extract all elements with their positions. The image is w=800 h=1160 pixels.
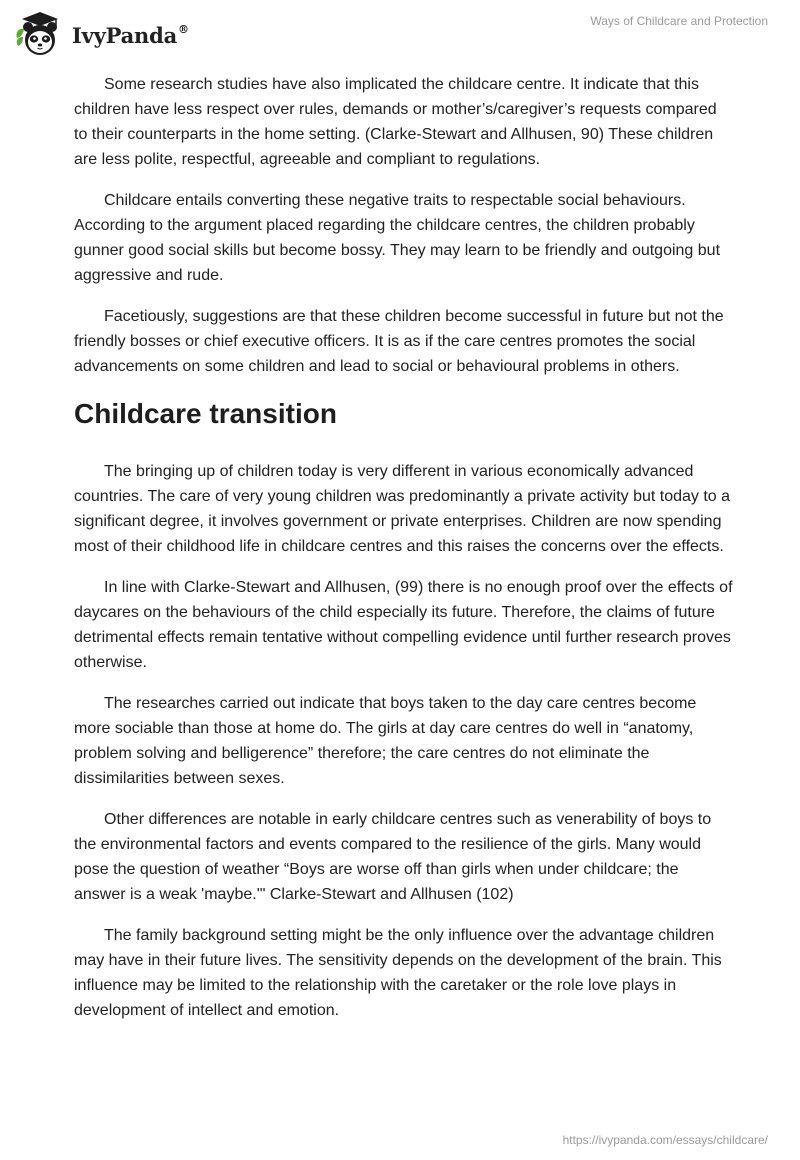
section-heading: Childcare transition: [74, 398, 337, 429]
page-header: [0, 0, 800, 60]
paragraph: The researches carried out indicate that boys taken to the day care centres become more sociable than those at home do. The girls at day care centres do well in “anatomy, problem solving and belligerence” therefore; the care centres do not eliminate the dissimilarities between sexes.: [74, 695, 697, 787]
panda-graduate-logo-icon: [14, 8, 66, 58]
paragraph: Other differences are notable in early childcare centres such as venerability of boys to the environmental factors and events compared to the resilience of the girls. Many would pose the question of weather “Boys are worse off than girls when under childcare; the answer is a weak 'maybe.'" Clarke-Stewart and Allhusen (102): [74, 811, 712, 903]
running-title: Ways of Childcare and Protection: [590, 14, 768, 28]
paragraph: Childcare entails converting these negative traits to respectable social behaviours. According to the argument placed regarding the childcare centres, the children probably gunner good social skills but become bossy. They may learn to be friendly and outgoing but aggressive and rude.: [74, 192, 721, 284]
essay-content: [74, 72, 734, 1039]
brand-name: [72, 23, 189, 48]
paragraph: Facetiously, suggestions are that these children become successful in future but not the friendly bosses or chief executive officers. It is as if the care centres promotes the social advancements on some children and lead to social or behavioural problems in others.: [74, 308, 724, 375]
source-url[interactable]: https://ivypanda.com/essays/childcare/: [562, 1133, 768, 1147]
paragraph: In line with Clarke-Stewart and Allhusen, (99) there is no enough proof over the effects of daycares on the behaviours of the child especially its future. Therefore, the claims of future detrimental effects remain tentative without compelling evidence until further research proves otherwise.: [74, 579, 733, 671]
paragraph: The family background setting might be the only influence over the advantage children may have in their future lives. The sensitivity depends on the development of the brain. This influence may be limited to the relationship with the caretaker or the role love plays in development of intellect and emotion.: [74, 927, 722, 1019]
paragraph: The bringing up of children today is very different in various economically advanced countries. The care of very young children was predominantly a private activity but today to a significant degree, it involves government or private enterprises. Children are now spending most of their childhood life in childcare centres and this raises the concerns over the effects.: [74, 463, 731, 555]
paragraph: Some research studies have also implicated the childcare centre. It indicate that this children have less respect over rules, demands or mother’s/caregiver’s requests compared to their counterparts in the home setting. (Clarke-Stewart and Allhusen, 90) These children are less polite, respectful, agreeable and compliant to regulations.: [74, 76, 717, 168]
brand-text: IvyPanda: [72, 22, 178, 48]
logo[interactable]: [14, 8, 189, 58]
registered-mark: ®: [178, 22, 189, 36]
